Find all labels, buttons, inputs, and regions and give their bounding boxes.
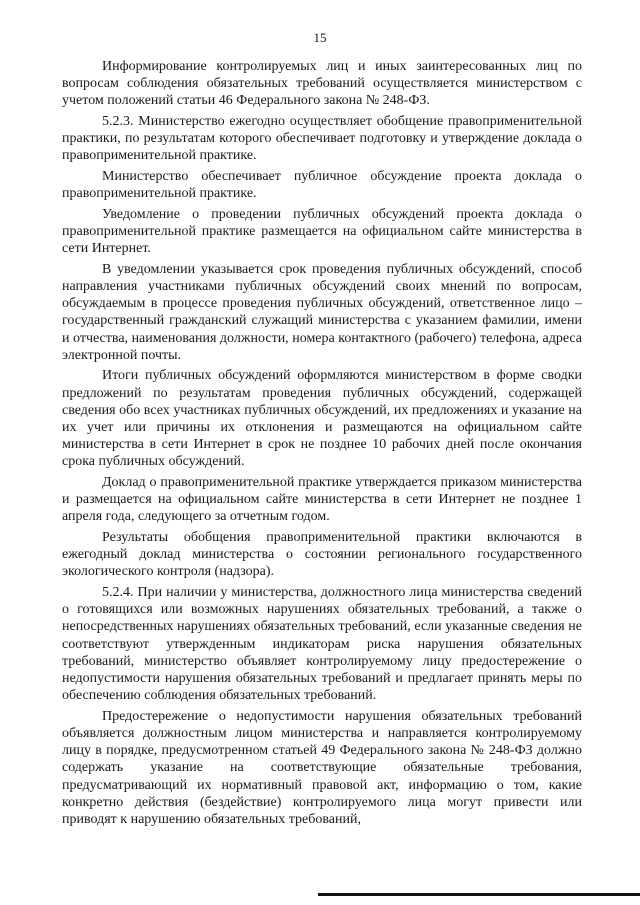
document-body [62, 58, 582, 832]
paragraph-summary-results: Результаты обобщения правоприменительной практики включаются в ежегодный доклад министерства о состоянии регионального государственного экологического контроля (надзора). [62, 530, 582, 580]
paragraph-public-discussion: Министерство обеспечивает публичное обсуждение проекта доклада о правоприменительной практике. [62, 169, 582, 202]
paragraph-5-2-4: 5.2.4. При наличии у министерства, должностного лица министерства сведений о готовящихся или возможных нарушениях обязательных требований, а также о непосредственных нарушениях обязательных требований, если указанные сведения не соответствуют утвержденным индикаторам риска нарушения обязательных требований, министерство объявляет контролируемому лицу предостережение о недопустимости нарушения обязательных требований и предлагает принять меры по обеспечению соблюдения обязательных требований. [62, 585, 582, 704]
paragraph-informing: Информирование контролируемых лиц и иных заинтересованных лиц по вопросам соблюдения обязательных требований осуществляется министерством с учетом положений статьи 46 Федерального закона № 248-ФЗ. [62, 59, 582, 109]
paragraph-5-2-3: 5.2.3. Министерство ежегодно осуществляет обобщение правоприменительной практики, по результатам которого обеспечивает подготовку и утверждение доклада о правоприменительной практике. [62, 114, 582, 164]
paragraph-notification: Уведомление о проведении публичных обсуждений проекта доклада о правоприменительной практике размещается на официальном сайте министерства в сети Интернет. [62, 206, 582, 257]
paragraph-report-approval: Доклад о правоприменительной практике утверждается приказом министерства и размещается на официальном сайте министерства в сети Интернет не позднее 1 апреля года, следующего за отчетным годом. [62, 475, 582, 525]
paragraph-notification-contents: В уведомлении указывается срок проведения публичных обсуждений, способ направления участниками публичных обсуждений своих мнений по вопросам, обсуждаемым в процессе проведения публичных обсуждений, ответственное лицо – государственный гражданский служащий министерства с указанием фамилии, имени и отчества, наименования должности, номера контактного (рабочего) телефона, адреса электронной почты. [62, 261, 582, 363]
bottom-edge-line [318, 893, 640, 896]
page-number: 15 [313, 30, 327, 45]
paragraph-discussion-results: Итоги публичных обсуждений оформляются министерством в форме сводки предложений по результатам проведения публичных обсуждений, содержащей сведения обо всех участниках публичных обсуждений, их предложениях и указание на их учет или причины их отклонения и размещаются на официальном сайте министерства в сети Интернет в срок не позднее 10 рабочих дней после окончания срока публичных обсуждений. [62, 368, 582, 470]
paragraph-warning: Предостережение о недопустимости нарушения обязательных требований объявляется должностным лицом министерства и направляется контролируемому лицу в порядке, предусмотренном статьей 49 Федерального закона № 248-ФЗ должно содержать указание на соответствующие обязательные требования, предусматривающий их нормативный правовой акт, информацию о том, какие конкретно действия (бездействие) контролируемого лица могут привести или приводят к нарушению обязательных требований, [62, 708, 582, 828]
